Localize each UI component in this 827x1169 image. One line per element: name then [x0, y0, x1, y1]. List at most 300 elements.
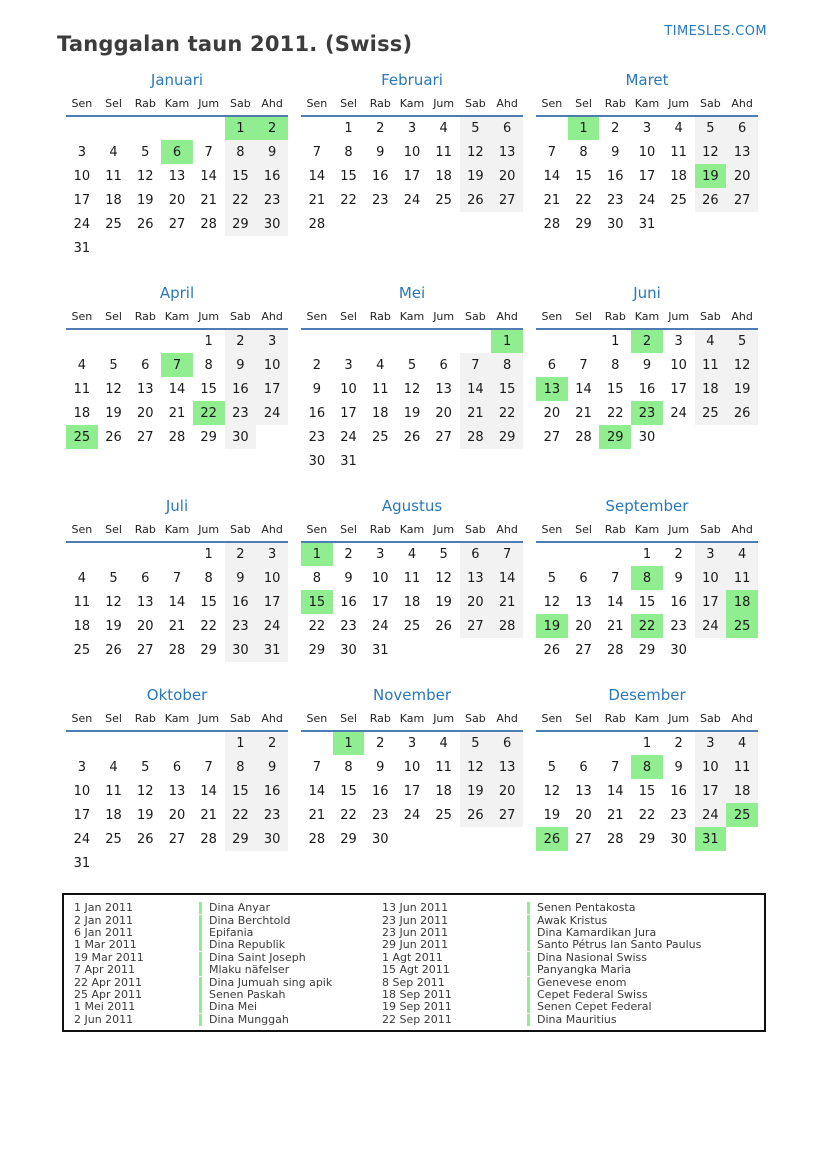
day-cell: 28 — [460, 425, 492, 449]
weekday-rab: Rab — [129, 97, 161, 116]
day-cell: 29 — [225, 212, 257, 236]
day-cell: 3 — [695, 731, 727, 755]
day-cell: 9 — [674, 570, 683, 586]
month-grid — [536, 310, 758, 449]
legend-row — [74, 927, 764, 939]
day-cell: 7 — [161, 353, 193, 377]
day-cell: 20 — [136, 618, 154, 634]
day-cell: 1 — [491, 329, 523, 353]
holiday-date: 25 Apr 2011 — [74, 988, 143, 1001]
day-cell: 20 — [435, 405, 452, 421]
day-cell: 18 — [105, 807, 122, 823]
month-mei — [301, 285, 523, 473]
empty-cell — [333, 329, 365, 353]
weekday-sel: Sel — [333, 712, 365, 731]
holiday-name: Senen Paskah — [199, 989, 382, 1001]
day-cell: 23 — [670, 618, 687, 634]
empty-cell — [161, 236, 193, 260]
day-cell: 4 — [674, 121, 683, 136]
day-cell: 19 — [435, 594, 452, 610]
day-cell: 11 — [695, 353, 727, 377]
holiday-name: Dina Mauritius — [527, 1014, 764, 1026]
day-cell: 6 — [439, 357, 448, 373]
day-cell: 1 — [333, 731, 365, 755]
empty-cell — [256, 425, 288, 449]
day-cell: 28 — [308, 831, 326, 847]
legend-row — [74, 914, 764, 926]
empty-cell — [301, 329, 333, 353]
empty-cell — [568, 542, 600, 566]
weekday-ahd: Ahd — [726, 310, 758, 329]
empty-cell — [568, 329, 600, 353]
weekday-sab: Sab — [460, 523, 492, 542]
holiday-name: Cepet Federal Swiss — [527, 989, 764, 1001]
weekday-jum: Jum — [663, 523, 695, 542]
empty-cell — [129, 329, 161, 353]
day-cell: 13 — [536, 377, 568, 401]
day-cell: 21 — [575, 405, 592, 421]
day-cell: 21 — [606, 618, 624, 634]
month-grid — [301, 97, 523, 236]
day-cell: 25 — [726, 803, 758, 827]
day-cell: 17 — [256, 377, 288, 401]
empty-cell — [161, 731, 193, 755]
day-cell: 30 — [256, 212, 288, 236]
day-cell: 24 — [695, 803, 727, 827]
day-cell: 30 — [371, 831, 389, 847]
weekday-sab: Sab — [460, 310, 492, 329]
day-cell: 24 — [638, 192, 656, 208]
day-cell: 21 — [606, 807, 624, 823]
day-cell: 24 — [73, 216, 91, 232]
day-cell: 7 — [312, 759, 321, 775]
empty-cell — [193, 236, 225, 260]
day-cell: 21 — [543, 192, 561, 208]
day-cell: 22 — [606, 405, 624, 421]
empty-cell — [663, 425, 695, 449]
empty-cell — [726, 638, 758, 662]
holiday-date: 13 Jun 2011 — [382, 902, 449, 915]
empty-cell — [98, 731, 130, 755]
day-cell: 22 — [308, 618, 326, 634]
holiday-name: Dina Anyar — [199, 902, 382, 914]
day-cell: 20 — [575, 618, 592, 634]
empty-cell — [129, 236, 161, 260]
day-cell: 14 — [168, 594, 186, 610]
weekday-jum: Jum — [663, 712, 695, 731]
empty-cell — [98, 851, 130, 875]
empty-cell — [193, 731, 225, 755]
day-cell: 20 — [136, 405, 154, 421]
weekday-sen: Sen — [536, 523, 568, 542]
holiday-name: Dina Munggah — [199, 1014, 382, 1026]
weekday-sel: Sel — [568, 310, 600, 329]
weekday-rab: Rab — [364, 712, 396, 731]
day-cell: 14 — [200, 168, 217, 184]
day-cell: 29 — [340, 831, 357, 847]
weekday-kam: Kam — [161, 712, 193, 731]
holiday-date: 1 Jan 2011 — [74, 902, 133, 915]
day-cell: 4 — [77, 570, 86, 586]
empty-cell — [460, 638, 492, 662]
day-cell: 12 — [435, 570, 452, 586]
day-cell: 24 — [73, 831, 91, 847]
day-cell: 4 — [376, 357, 385, 373]
day-cell: 14 — [308, 783, 326, 799]
empty-cell — [599, 731, 631, 755]
day-cell: 1 — [344, 121, 353, 136]
day-cell: 5 — [460, 731, 492, 755]
day-cell: 2 — [376, 121, 385, 136]
month-title: Oktober — [146, 686, 208, 704]
weekday-kam: Kam — [631, 712, 663, 731]
day-cell: 19 — [460, 779, 492, 803]
day-cell: 25 — [73, 642, 91, 658]
empty-cell — [460, 329, 492, 353]
empty-cell — [98, 116, 130, 140]
weekday-jum: Jum — [193, 97, 225, 116]
holiday-date: 6 Jan 2011 — [74, 926, 133, 939]
day-cell: 23 — [371, 192, 389, 208]
empty-cell — [568, 731, 600, 755]
day-cell: 2 — [631, 329, 663, 353]
day-cell: 6 — [547, 357, 556, 373]
day-cell: 25 — [371, 429, 389, 445]
day-cell: 25 — [403, 618, 421, 634]
day-cell: 5 — [547, 570, 556, 586]
day-cell: 18 — [695, 377, 727, 401]
day-cell: 5 — [407, 357, 417, 373]
day-cell: 13 — [435, 381, 452, 397]
holiday-date: 18 Sep 2011 — [382, 988, 452, 1001]
day-cell: 10 — [340, 381, 357, 397]
holiday-date: 23 Jun 2011 — [382, 914, 449, 927]
day-cell: 28 — [168, 642, 186, 658]
weekday-jum: Jum — [428, 523, 460, 542]
day-cell: 15 — [225, 164, 257, 188]
legend-row — [74, 976, 764, 988]
day-cell: 17 — [256, 590, 288, 614]
day-cell: 10 — [403, 759, 421, 775]
empty-cell — [161, 116, 193, 140]
day-cell: 23 — [308, 429, 326, 445]
empty-cell — [536, 731, 568, 755]
month-title: Mei — [398, 284, 426, 302]
weekday-ahd: Ahd — [726, 712, 758, 731]
day-cell: 14 — [460, 377, 492, 401]
month-grid — [301, 523, 523, 662]
weekday-sel: Sel — [333, 523, 365, 542]
day-cell: 23 — [606, 192, 624, 208]
day-cell: 7 — [579, 357, 588, 373]
weekday-sel: Sel — [98, 97, 130, 116]
empty-cell — [428, 449, 460, 473]
weekday-jum: Jum — [428, 97, 460, 116]
day-cell: 10 — [695, 755, 727, 779]
day-cell: 4 — [439, 736, 448, 751]
weekday-sab: Sab — [695, 523, 727, 542]
day-cell: 10 — [73, 168, 91, 184]
month-desember — [536, 687, 758, 851]
day-cell: 18 — [670, 168, 687, 184]
empty-cell — [695, 212, 727, 236]
holiday-date: 7 Apr 2011 — [74, 964, 136, 977]
month-november — [301, 687, 523, 851]
day-cell: 6 — [579, 759, 588, 775]
day-cell: 5 — [695, 116, 727, 140]
day-cell: 31 — [73, 240, 91, 256]
day-cell: 10 — [670, 357, 687, 373]
day-cell: 27 — [491, 803, 523, 827]
day-cell: 28 — [200, 831, 217, 847]
day-cell: 8 — [344, 759, 353, 775]
holiday-name: Dina Mei — [199, 1001, 382, 1013]
month-title: Agustus — [381, 497, 443, 515]
empty-cell — [193, 851, 225, 875]
holiday-date: 29 Jun 2011 — [382, 939, 449, 952]
day-cell: 14 — [606, 594, 624, 610]
day-cell: 28 — [168, 429, 186, 445]
day-cell: 17 — [340, 405, 357, 421]
day-cell: 2 — [256, 116, 288, 140]
day-cell: 28 — [606, 642, 624, 658]
weekday-sab: Sab — [695, 310, 727, 329]
day-cell: 21 — [168, 618, 186, 634]
day-cell: 1 — [225, 116, 257, 140]
day-cell: 5 — [141, 144, 150, 160]
day-cell: 27 — [168, 831, 186, 847]
empty-cell — [301, 731, 333, 755]
months-grid — [66, 72, 758, 875]
weekday-sab: Sab — [460, 97, 492, 116]
day-cell: 10 — [73, 783, 91, 799]
day-cell: 6 — [491, 731, 523, 755]
day-cell: 22 — [575, 192, 592, 208]
month-title: November — [372, 686, 452, 704]
day-cell: 1 — [642, 736, 652, 751]
holiday-name: Dina Saint Joseph — [199, 952, 382, 964]
day-cell: 20 — [168, 192, 186, 208]
day-cell: 19 — [460, 164, 492, 188]
weekday-sab: Sab — [695, 97, 727, 116]
holiday-date: 1 Agt 2011 — [382, 951, 443, 964]
day-cell: 23 — [631, 401, 663, 425]
day-cell: 17 — [73, 807, 91, 823]
weekday-sen: Sen — [66, 523, 98, 542]
empty-cell — [225, 851, 257, 875]
day-cell: 25 — [670, 192, 687, 208]
day-cell: 6 — [172, 759, 182, 775]
day-cell: 27 — [491, 188, 523, 212]
legend-row — [74, 964, 764, 976]
day-cell: 11 — [73, 594, 91, 610]
weekday-ahd: Ahd — [491, 523, 523, 542]
empty-cell — [491, 638, 523, 662]
day-cell: 28 — [491, 614, 523, 638]
day-cell: 9 — [642, 357, 652, 373]
month-grid — [301, 310, 523, 473]
holiday-date: 1 Mei 2011 — [74, 1001, 136, 1014]
empty-cell — [460, 827, 492, 851]
empty-cell — [129, 731, 161, 755]
legend-row — [74, 989, 764, 1001]
day-cell: 11 — [726, 566, 758, 590]
empty-cell — [98, 329, 130, 353]
weekday-sab: Sab — [695, 712, 727, 731]
day-cell: 1 — [204, 334, 213, 349]
day-cell: 2 — [344, 547, 353, 562]
month-title: Juni — [633, 284, 661, 302]
day-cell: 16 — [371, 168, 389, 184]
day-cell: 28 — [575, 429, 592, 445]
day-cell: 10 — [371, 570, 389, 586]
day-cell: 15 — [340, 168, 357, 184]
month-title: Maret — [625, 71, 669, 89]
month-title: Desember — [608, 686, 686, 704]
day-cell: 2 — [225, 542, 257, 566]
day-cell: 13 — [168, 783, 186, 799]
day-cell: 29 — [225, 827, 257, 851]
day-cell: 21 — [200, 807, 217, 823]
weekday-sen: Sen — [536, 712, 568, 731]
day-cell: 15 — [225, 779, 257, 803]
weekday-rab: Rab — [364, 310, 396, 329]
empty-cell — [66, 542, 98, 566]
month-grid — [66, 712, 288, 875]
month-grid — [536, 712, 758, 851]
day-cell: 22 — [638, 807, 656, 823]
day-cell: 20 — [491, 779, 523, 803]
day-cell: 21 — [308, 807, 326, 823]
day-cell: 29 — [308, 642, 326, 658]
weekday-ahd: Ahd — [256, 310, 288, 329]
weekday-ahd: Ahd — [256, 523, 288, 542]
empty-cell — [66, 731, 98, 755]
day-cell: 30 — [638, 429, 656, 445]
empty-cell — [396, 329, 428, 353]
legend-row — [74, 902, 764, 914]
day-cell: 16 — [638, 381, 656, 397]
legend-rows — [74, 902, 764, 1026]
day-cell: 25 — [105, 216, 122, 232]
empty-cell — [663, 212, 695, 236]
day-cell: 8 — [631, 566, 663, 590]
day-cell: 4 — [439, 121, 448, 136]
month-juli — [66, 498, 288, 662]
empty-cell — [460, 212, 492, 236]
holiday-date: 23 Jun 2011 — [382, 926, 449, 939]
day-cell: 27 — [726, 188, 758, 212]
day-cell: 18 — [105, 192, 122, 208]
empty-cell — [161, 542, 193, 566]
day-cell: 7 — [547, 144, 556, 160]
month-juni — [536, 285, 758, 449]
holiday-date: 2 Jan 2011 — [74, 914, 133, 927]
day-cell: 9 — [225, 566, 257, 590]
day-cell: 11 — [435, 759, 452, 775]
day-cell: 18 — [371, 405, 389, 421]
weekday-ahd: Ahd — [256, 712, 288, 731]
weekday-sen: Sen — [301, 712, 333, 731]
day-cell: 17 — [371, 594, 389, 610]
day-cell: 17 — [73, 192, 91, 208]
weekday-ahd: Ahd — [491, 97, 523, 116]
holiday-date: 22 Sep 2011 — [382, 1013, 452, 1026]
day-cell: 27 — [136, 642, 154, 658]
weekday-sen: Sen — [66, 310, 98, 329]
weekday-sen: Sen — [536, 310, 568, 329]
site-link[interactable]: TIMESLES.COM — [664, 24, 767, 39]
weekday-sab: Sab — [225, 523, 257, 542]
day-cell: 8 — [579, 144, 588, 160]
empty-cell — [364, 329, 396, 353]
weekday-kam: Kam — [396, 97, 428, 116]
weekday-kam: Kam — [631, 97, 663, 116]
day-cell: 17 — [403, 168, 421, 184]
holiday-name: Senen Pentakosta — [527, 902, 764, 914]
month-title: September — [605, 497, 689, 515]
day-cell: 1 — [204, 547, 213, 562]
day-cell: 11 — [105, 783, 122, 799]
weekday-sab: Sab — [225, 712, 257, 731]
day-cell: 9 — [674, 759, 683, 775]
day-cell: 12 — [726, 353, 758, 377]
day-cell: 21 — [460, 401, 492, 425]
day-cell: 25 — [435, 807, 452, 823]
day-cell: 23 — [256, 803, 288, 827]
holiday-name: Genevese enom — [527, 977, 764, 989]
day-cell: 19 — [136, 807, 154, 823]
empty-cell — [129, 116, 161, 140]
weekday-sen: Sen — [66, 97, 98, 116]
day-cell: 3 — [674, 334, 683, 349]
day-cell: 24 — [403, 807, 421, 823]
empty-cell — [695, 638, 727, 662]
day-cell: 15 — [638, 594, 656, 610]
holiday-name: Dina Jumuah sing apik — [199, 977, 382, 989]
day-cell: 24 — [371, 618, 389, 634]
day-cell: 2 — [611, 121, 620, 136]
weekday-kam: Kam — [396, 712, 428, 731]
day-cell: 26 — [460, 188, 492, 212]
weekday-sab: Sab — [225, 97, 257, 116]
day-cell: 8 — [491, 353, 523, 377]
day-cell: 7 — [312, 144, 321, 160]
day-cell: 13 — [460, 566, 492, 590]
holiday-name: Senen Cepet Federal — [527, 1001, 764, 1013]
day-cell: 29 — [638, 831, 656, 847]
day-cell: 4 — [726, 731, 758, 755]
holiday-date: 22 Apr 2011 — [74, 976, 143, 989]
empty-cell — [396, 212, 428, 236]
day-cell: 23 — [225, 614, 257, 638]
day-cell: 20 — [491, 164, 523, 188]
day-cell: 8 — [225, 140, 257, 164]
day-cell: 13 — [168, 168, 186, 184]
day-cell: 6 — [579, 570, 588, 586]
day-cell: 4 — [726, 542, 758, 566]
month-agustus — [301, 498, 523, 662]
day-cell: 27 — [575, 831, 592, 847]
day-cell: 12 — [543, 783, 561, 799]
day-cell: 30 — [340, 642, 357, 658]
empty-cell — [193, 116, 225, 140]
day-cell: 14 — [543, 168, 561, 184]
empty-cell — [599, 542, 631, 566]
day-cell: 26 — [460, 803, 492, 827]
day-cell: 18 — [435, 168, 452, 184]
holiday-name: Dina Republik — [199, 939, 382, 951]
